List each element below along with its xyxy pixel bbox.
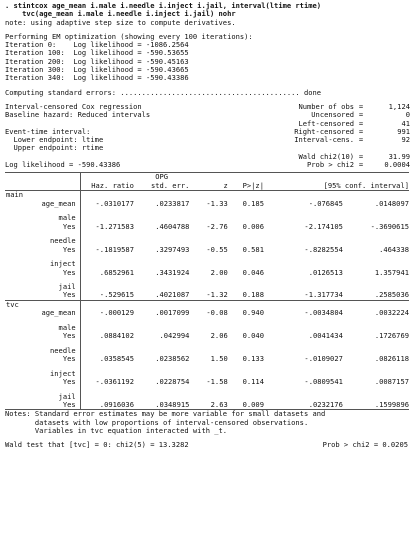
value-cell: .0358545 [99, 354, 134, 364]
equals-sign: = [358, 135, 364, 145]
note-line: Variables in tvc equation interacted with _t. [5, 426, 228, 436]
value-cell: 1.357941 [374, 267, 409, 277]
row-label: Yes [5, 222, 80, 230]
table-row [5, 378, 409, 386]
iteration-value: Log likelihood = -590.53655 [73, 48, 189, 58]
value-cell: .0348915 [134, 401, 189, 410]
value-cell: .4021087 [155, 290, 190, 300]
value-cell: 2.00 [210, 267, 228, 277]
stat-row [245, 136, 410, 144]
stat-label: Interval-cens. [294, 135, 354, 145]
stat-label: Prob > chi2 [307, 160, 354, 170]
value-cell: 0.188 [242, 290, 264, 300]
value-cell: .3431924 [155, 267, 190, 277]
value-cell: -0.08 [206, 308, 228, 318]
table-row [5, 222, 409, 230]
factor-label: male [5, 324, 80, 332]
col-conf-interval: [95% conf. interval] [323, 180, 409, 190]
results-table [5, 172, 409, 410]
upper-endpoint: Upper endpoint: rtime [5, 143, 104, 153]
notes-block [5, 410, 410, 435]
factor-label: inject [5, 260, 80, 268]
equals-sign: = [358, 101, 364, 111]
value-cell: -2.76 [206, 221, 228, 231]
note-line: Notes: Standard error estimates may be more variable for small datasets and [5, 409, 326, 419]
model-summary [5, 103, 410, 169]
value-cell: .0087157 [374, 377, 409, 387]
factor-label: inject [5, 370, 80, 378]
col-haz-ratio: Haz. ratio [91, 180, 134, 190]
equals-sign: = [358, 160, 364, 170]
value-cell: .1726769 [374, 331, 409, 341]
col-z: z [223, 180, 228, 190]
value-cell: 0.009 [228, 401, 264, 410]
value-cell: -.8282554 [304, 244, 343, 254]
lower-endpoint: Lower endpoint: ltime [5, 135, 104, 145]
value-cell: .0126513 [308, 267, 343, 277]
stat-value: 0.0004 [384, 160, 410, 170]
value-cell: .4604788 [155, 221, 190, 231]
row-label: age_mean [5, 200, 80, 208]
event-time-interval: Event-time interval: [5, 126, 91, 136]
value-cell: -.0809541 [304, 377, 343, 387]
value-cell: 2.06 [210, 331, 228, 341]
wald-prob-text: Prob > chi2 = 0.0205 [322, 440, 408, 450]
value-cell: .0148097 [374, 198, 409, 208]
adaptive-note: note: using adaptive step size to compute derivatives. [5, 17, 236, 27]
table-row [5, 268, 409, 276]
iteration-value: Log likelihood = -590.43386 [73, 73, 189, 83]
equals-sign: = [358, 126, 364, 136]
row-label: Yes [5, 245, 80, 253]
iteration-label: Iteration 200: [5, 56, 65, 66]
value-cell: -0.55 [206, 244, 228, 254]
value-cell: 0.046 [242, 267, 264, 277]
table-row [5, 355, 409, 363]
value-cell: 0.006 [242, 221, 264, 231]
value-cell: 1.50 [210, 354, 228, 364]
equals-sign: = [358, 118, 364, 128]
iteration-value: Log likelihood = -590.43665 [73, 65, 189, 75]
stat-value: 991 [397, 126, 410, 136]
baseline-hazard: Baseline hazard: Reduced intervals [5, 110, 151, 120]
row-label: Yes [5, 268, 80, 276]
value-cell: .0916036 [80, 401, 134, 410]
value-cell: .042994 [159, 331, 190, 341]
value-cell: .0041434 [308, 331, 343, 341]
stat-value: 0 [405, 110, 410, 120]
stat-label: Uncensored [311, 110, 354, 120]
iteration-label: Iteration 100: [5, 48, 65, 58]
command-line-1[interactable]: . stintcox age_mean i.male i.needle i.inject i.jail, interval(ltime rtime) [5, 1, 322, 10]
value-cell: -1.271583 [95, 221, 134, 231]
value-cell: -1.58 [206, 377, 228, 387]
model-stats [245, 103, 410, 169]
value-cell: -1.32 [206, 290, 228, 300]
stat-label: Wald chi2(10) [298, 151, 354, 161]
value-cell: 2.63 [189, 401, 227, 410]
note-line: datasets with low proportions of interval-censored observations. [5, 417, 309, 427]
iteration-value: Log likelihood = -590.45163 [73, 56, 189, 66]
log-likelihood: Log likelihood = -590.43386 [5, 160, 121, 170]
factor-label: needle [5, 347, 80, 355]
value-cell: .0233817 [155, 198, 190, 208]
factor-label: jail [5, 393, 80, 401]
computing-se-line: Computing standard errors: .......................................... done [5, 87, 322, 97]
value-cell: -.000129 [99, 308, 134, 318]
value-cell: -2.174105 [304, 221, 343, 231]
stat-label: Left-censored [298, 118, 354, 128]
value-cell: -.0109027 [304, 354, 343, 364]
value-cell: .0826118 [374, 354, 409, 364]
value-cell: -.0310177 [95, 198, 134, 208]
model-title: Interval-censored Cox regression [5, 101, 142, 111]
value-cell: .0017099 [155, 308, 190, 318]
value-cell: -.529615 [99, 290, 134, 300]
equals-sign: = [358, 151, 364, 161]
factor-label: male [5, 214, 80, 222]
row-label: age_mean [5, 309, 80, 317]
value-cell: -.1819587 [95, 244, 134, 254]
command-line-2[interactable]: tvc(age_mean i.male i.needle i.inject i.jail) nohr [5, 9, 236, 19]
value-cell: -.3690615 [370, 221, 409, 231]
value-cell: 0.133 [242, 354, 264, 364]
value-cell: .0884102 [99, 331, 134, 341]
table-row [5, 245, 409, 253]
equals-sign: = [358, 110, 364, 120]
value-cell: .1599896 [343, 401, 409, 410]
stat-label: Number of obs [298, 101, 354, 111]
value-cell: .0032224 [374, 308, 409, 318]
col-std-err: std. err. [150, 180, 190, 190]
value-cell: .6852961 [99, 267, 134, 277]
iteration-log [5, 41, 410, 82]
value-cell: 0.114 [242, 377, 264, 387]
iteration-value: Log likelihood = -1086.2564 [73, 40, 189, 50]
stat-value: 1,124 [388, 101, 410, 111]
equation-name: main [5, 191, 80, 200]
em-header: Performing EM optimization (showing every 100 iterations): [5, 31, 253, 41]
wald-test-text: Wald test that [tvc] = 0: chi2(5) = 13.3282 [5, 440, 189, 450]
row-label: Yes [5, 355, 80, 363]
row-label: Yes [5, 378, 80, 386]
table-header-row-2 [5, 182, 409, 191]
stat-value: 92 [401, 135, 410, 145]
stat-value: 41 [401, 118, 410, 128]
row-label: Yes [5, 291, 80, 300]
value-cell: -1.33 [206, 198, 228, 208]
value-cell: 0.040 [242, 331, 264, 341]
value-cell: .0232176 [264, 401, 343, 410]
iteration-label: Iteration 300: [5, 65, 65, 75]
value-cell: .464338 [379, 244, 409, 254]
value-cell: .0238562 [155, 354, 190, 364]
iteration-label: Iteration 0: [5, 40, 65, 50]
value-cell: .2585036 [374, 290, 409, 300]
factor-label: needle [5, 237, 80, 245]
value-cell: 0.940 [242, 308, 264, 318]
value-cell: 0.581 [242, 244, 264, 254]
table-row [5, 309, 409, 317]
value-cell: .3297493 [155, 244, 190, 254]
wald-test-line [5, 441, 410, 449]
table-row [5, 200, 409, 208]
row-label: Yes [5, 401, 80, 410]
stat-row [245, 161, 410, 169]
col-p: P>|z| [242, 180, 264, 190]
stat-label: Right-censored [294, 126, 354, 136]
value-cell: .0228754 [155, 377, 190, 387]
table-row [5, 332, 409, 340]
stat-value: 31.99 [388, 151, 410, 161]
value-cell: -.076845 [308, 198, 343, 208]
value-cell: -1.317734 [304, 290, 343, 300]
opg-label: OPG [134, 173, 189, 182]
value-cell: -.0034804 [304, 308, 343, 318]
iteration-line [5, 74, 410, 82]
factor-label: jail [5, 283, 80, 291]
iteration-label: Iteration 340: [5, 73, 65, 83]
value-cell: -.0361192 [95, 377, 134, 387]
table-row [5, 291, 409, 300]
row-label: Yes [5, 332, 80, 340]
equation-name: tvc [5, 300, 80, 309]
value-cell: 0.185 [242, 198, 264, 208]
